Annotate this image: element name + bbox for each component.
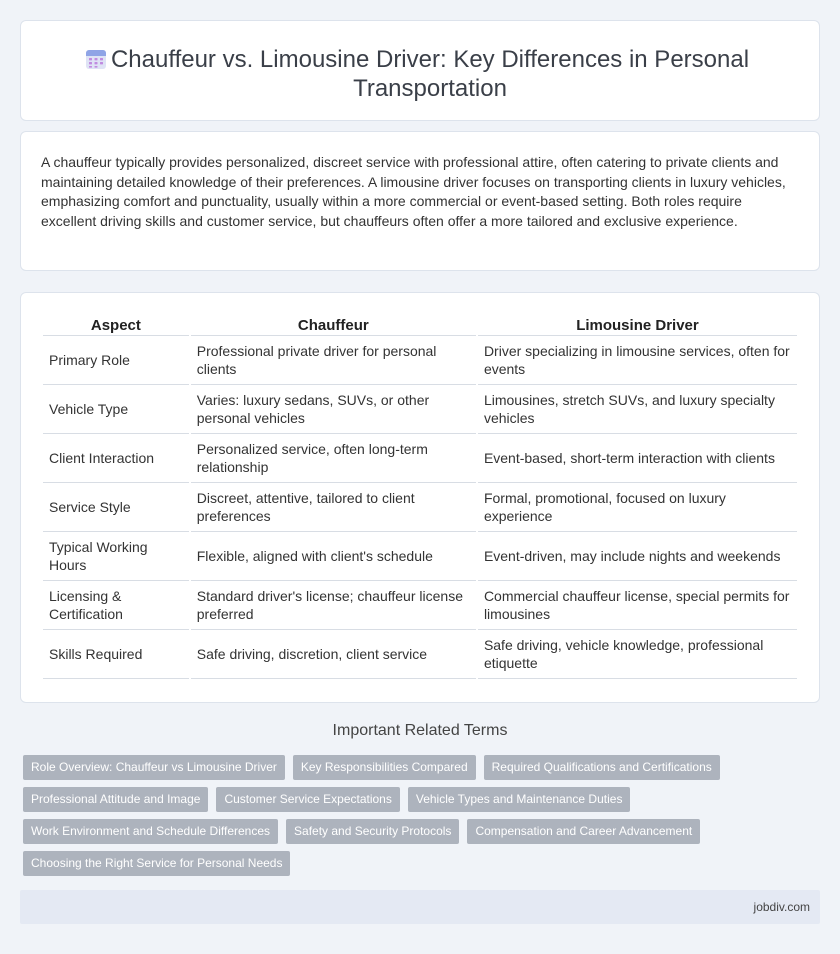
- cell-limousine-driver: Event-driven, may include nights and weekends: [478, 532, 797, 581]
- table-row: [43, 630, 797, 679]
- cell-chauffeur: Personalized service, often long-term relationship: [191, 434, 476, 483]
- comparison-table-card: [20, 292, 820, 703]
- column-header-chauffeur: Chauffeur: [191, 314, 476, 336]
- intro-card: [20, 131, 820, 271]
- cell-aspect: Primary Role: [43, 336, 189, 385]
- related-term-tag[interactable]: Customer Service Expectations: [216, 787, 399, 812]
- cell-limousine-driver: Driver specializing in limousine services, often for events: [478, 336, 797, 385]
- column-header-limousine-driver: Limousine Driver: [478, 314, 797, 336]
- cell-aspect: Typical Working Hours: [43, 532, 189, 581]
- table-row: [43, 581, 797, 630]
- cell-limousine-driver: Limousines, stretch SUVs, and luxury specialty vehicles: [478, 385, 797, 434]
- cell-aspect: Skills Required: [43, 630, 189, 679]
- intro-paragraph: A chauffeur typically provides personalized, discreet service with professional attire, often catering to private clients and maintaining detailed knowledge of their preferences. A limousine driver focuses on transporting clients in luxury vehicles, emphasizing comfort and punctuality, usually within a more commercial or event-based setting. Both roles require excellent driving skills and customer service, but chauffeurs often offer a more tailored and exclusive experience.: [41, 154, 786, 229]
- footer: [20, 890, 820, 924]
- cell-aspect: Service Style: [43, 483, 189, 532]
- cell-chauffeur: Standard driver's license; chauffeur license preferred: [191, 581, 476, 630]
- cell-aspect: Licensing & Certification: [43, 581, 189, 630]
- cell-aspect: Vehicle Type: [43, 385, 189, 434]
- cell-limousine-driver: Commercial chauffeur license, special permits for limousines: [478, 581, 797, 630]
- cell-limousine-driver: Safe driving, vehicle knowledge, professional etiquette: [478, 630, 797, 679]
- table-header-row: [43, 314, 797, 336]
- related-term-tag[interactable]: Safety and Security Protocols: [286, 819, 459, 844]
- table-row: [43, 385, 797, 434]
- related-term-tag[interactable]: Key Responsibilities Compared: [293, 755, 476, 780]
- table-row: [43, 336, 797, 385]
- table-row: [43, 434, 797, 483]
- cell-chauffeur: Safe driving, discretion, client service: [191, 630, 476, 679]
- comparison-table: [41, 314, 799, 679]
- cell-aspect: Client Interaction: [43, 434, 189, 483]
- related-term-tag[interactable]: Choosing the Right Service for Personal Needs: [23, 851, 290, 876]
- cell-limousine-driver: Formal, promotional, focused on luxury experience: [478, 483, 797, 532]
- cell-chauffeur: Varies: luxury sedans, SUVs, or other personal vehicles: [191, 385, 476, 434]
- related-terms-list: [23, 755, 723, 876]
- page-title: Chauffeur vs. Limousine Driver: Key Differences in Personal Transportation: [110, 46, 750, 102]
- related-term-tag[interactable]: Required Qualifications and Certifications: [484, 755, 720, 780]
- cell-chauffeur: Flexible, aligned with client's schedule: [191, 532, 476, 581]
- cell-chauffeur: Professional private driver for personal clients: [191, 336, 476, 385]
- related-term-tag[interactable]: Compensation and Career Advancement: [467, 819, 700, 844]
- related-term-tag[interactable]: Work Environment and Schedule Differences: [23, 819, 278, 844]
- related-terms-heading: Important Related Terms: [332, 722, 508, 739]
- related-term-tag[interactable]: Role Overview: Chauffeur vs Limousine Driver: [23, 755, 285, 780]
- footer-site-link[interactable]: jobdiv.com: [753, 900, 810, 914]
- related-term-tag[interactable]: Professional Attitude and Image: [23, 787, 208, 812]
- cell-limousine-driver: Event-based, short-term interaction with clients: [478, 434, 797, 483]
- cell-chauffeur: Discreet, attentive, tailored to client preferences: [191, 483, 476, 532]
- column-header-aspect: Aspect: [43, 314, 189, 336]
- table-row: [43, 483, 797, 532]
- table-row: [43, 532, 797, 581]
- related-term-tag[interactable]: Vehicle Types and Maintenance Duties: [408, 787, 631, 812]
- header-card: [20, 20, 820, 121]
